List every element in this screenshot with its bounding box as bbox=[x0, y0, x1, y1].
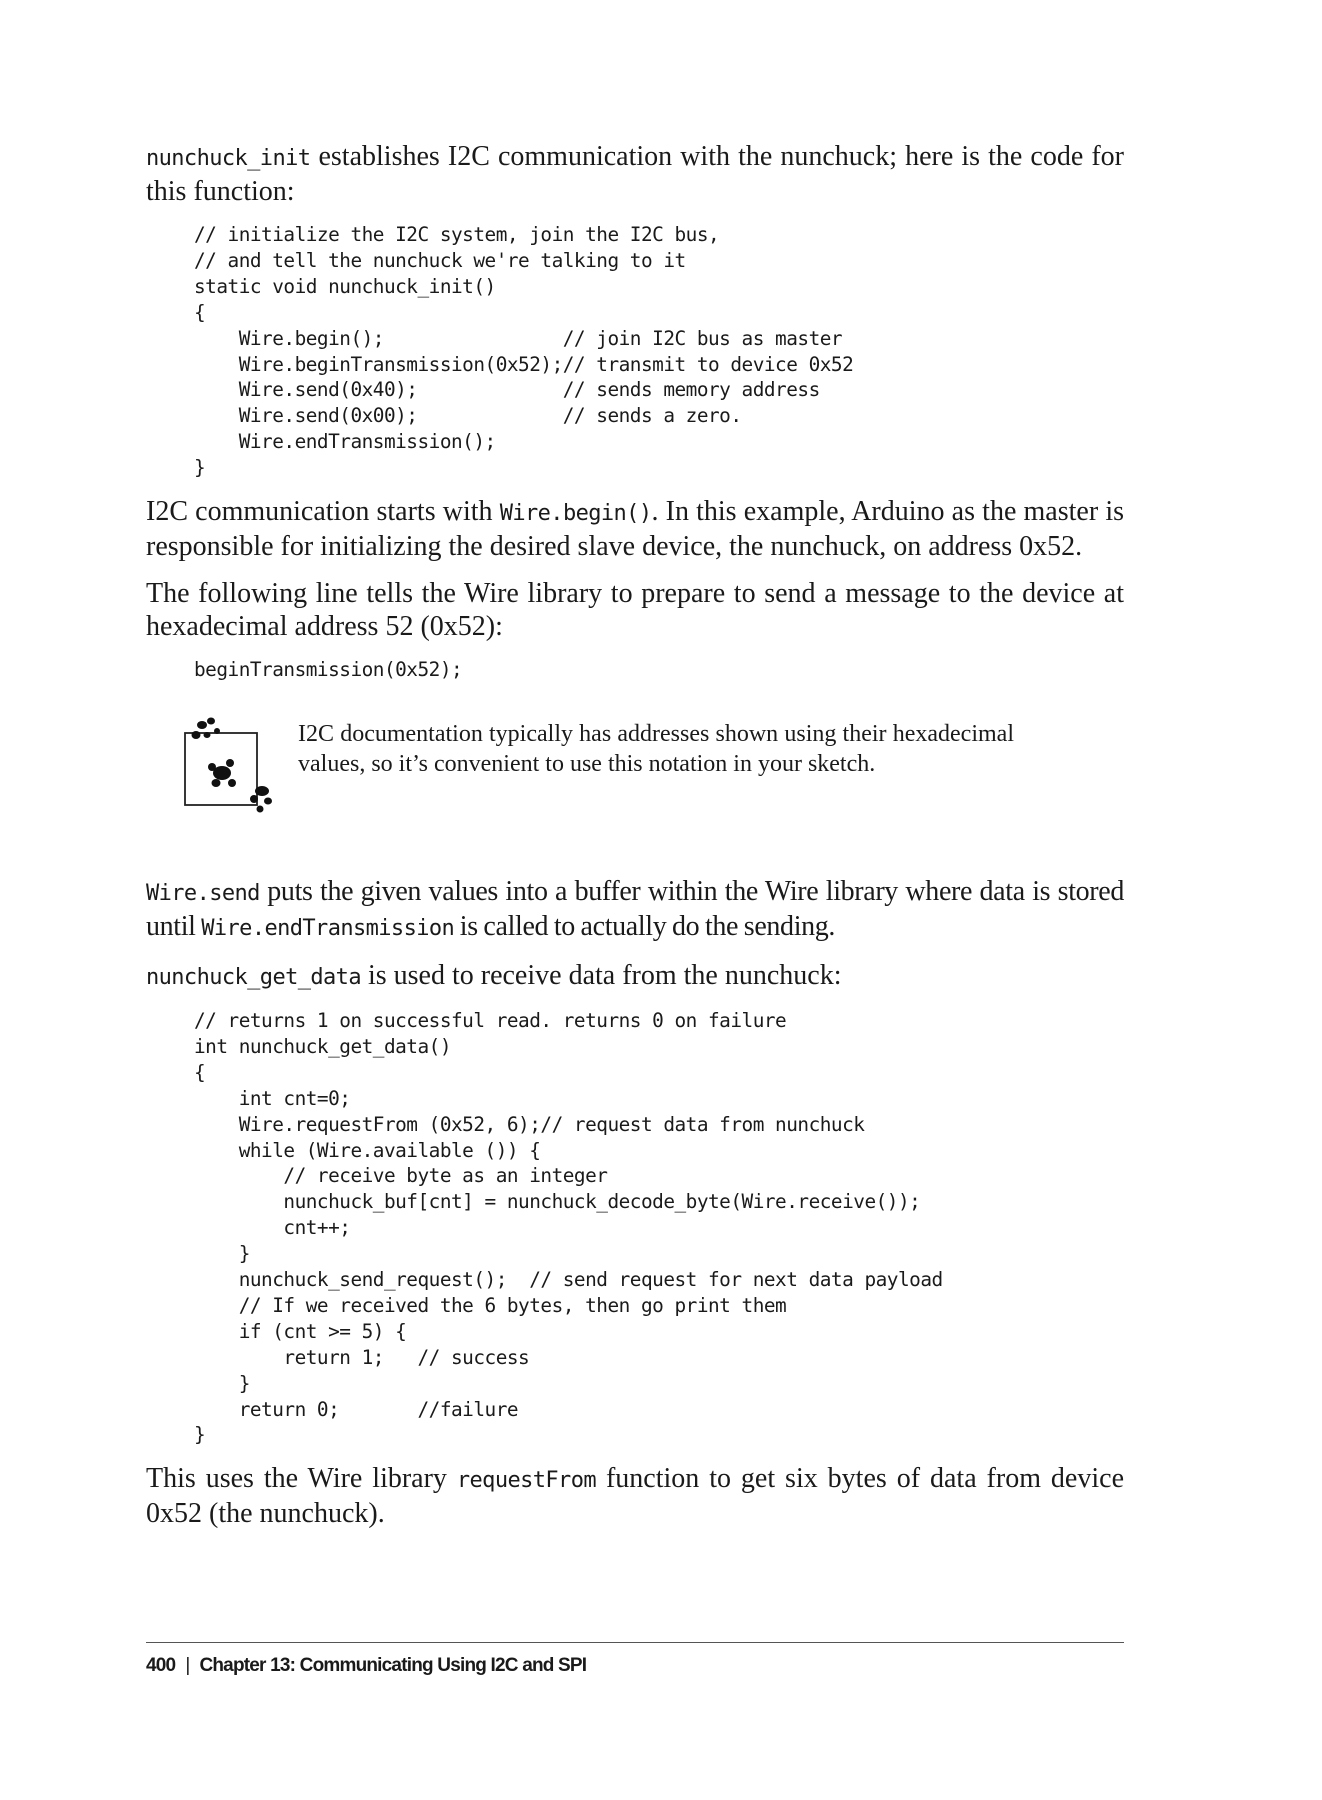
paragraph-nunchuck-init bbox=[146, 140, 1124, 208]
page-footer bbox=[146, 1642, 1124, 1677]
paragraph-get-data bbox=[146, 959, 1124, 994]
code-block-begin-transmission: beginTransmission(0x52); bbox=[194, 658, 463, 682]
paragraph-i2c-begin bbox=[146, 495, 1124, 563]
paragraph-text: . In this example, Arduino as the master is responsible for initializing the desired slave device, the nunchuck, on address 0x52. bbox=[146, 496, 1125, 563]
tip-icon bbox=[182, 711, 300, 829]
paragraph-begin-transmission bbox=[146, 577, 1124, 643]
paragraph-text: is called to actually do the sending. bbox=[454, 910, 836, 942]
page-number: 400 bbox=[146, 1655, 176, 1676]
paragraph-text: This uses the Wire library bbox=[146, 1463, 457, 1495]
tip-note bbox=[146, 701, 1124, 839]
inline-code: Wire.endTransmission bbox=[201, 915, 455, 941]
inline-code: Wire.begin() bbox=[499, 501, 652, 527]
code-block-nunchuck-init: // initialize the I2C system, join the I2C bus, // and tell the nunchuck we're talking to it static void nunchuck_init() { Wire.begin(); // join I2C bus as master Wire.beginTransmission(0x52);// transmit to device 0x52 Wire.send(0x40); // sends memory address Wire.send(0x00); // sends a zero. Wire.endTransmission(); } bbox=[194, 223, 854, 480]
footer-separator: | bbox=[185, 1655, 190, 1676]
paragraph-text: puts the given values into a buffer within the Wire library where data is stored until bbox=[146, 875, 1124, 942]
paragraph-text: The following line tells the Wire library to prepare to send a message to the device at hexadecimal address 52 (0x52): bbox=[146, 578, 1124, 643]
paragraph-text: function to get six bytes of data from device 0x52 (the nunchuck). bbox=[146, 1463, 1124, 1530]
paragraph-wire-send bbox=[146, 875, 1124, 945]
paragraph-text: establishes I2C communication with the nunchuck; here is the code for this function: bbox=[146, 141, 1124, 207]
chapter-title: Chapter 13: Communicating Using I2C and SPI bbox=[199, 1655, 587, 1676]
page-body bbox=[146, 140, 1124, 1544]
code-block-nunchuck-get-data: // returns 1 on successful read. returns 0 on failure int nunchuck_get_data() { int cnt=0; Wire.requestFrom (0x52, 6);// request data from nunchuck while (Wire.available ()) { // receive byte as an integer nunchuck_buf[cnt] = nunchuck_decode_byte(Wire.receive()); cnt++; } nunchuck_send_request(); // send request for next data payload // If we received the 6 bytes, then go print them if (cnt >= 5) { return 1; // success } return 0; //failure } bbox=[194, 1008, 943, 1447]
paragraph-text: I2C communication starts with bbox=[146, 496, 500, 528]
inline-code: Wire.send bbox=[146, 880, 260, 906]
tip-text: I2C documentation typically has addresses shown using their hexadecimal values, so it’s convenient to use this notation in your sketch. bbox=[298, 720, 1014, 777]
inline-code: requestFrom bbox=[456, 1468, 596, 1494]
paragraph-text: is used to receive data from the nunchuck: bbox=[360, 959, 842, 991]
inline-code: nunchuck_init bbox=[146, 146, 311, 171]
inline-code: nunchuck_get_data bbox=[146, 964, 361, 990]
paragraph-request-from bbox=[146, 1462, 1124, 1530]
